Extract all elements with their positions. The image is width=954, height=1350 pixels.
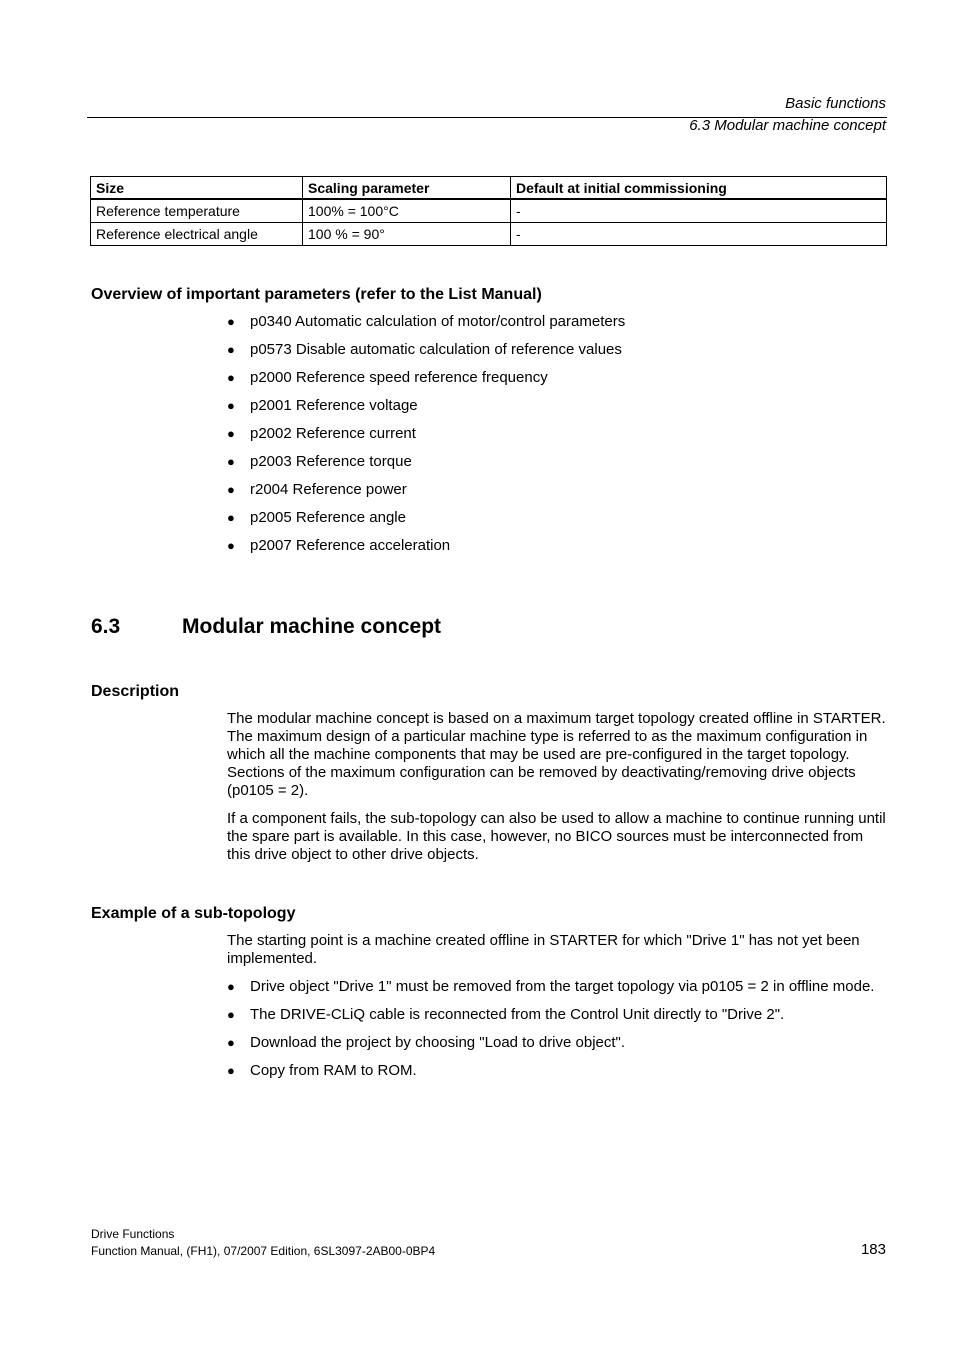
description-paragraph: The modular machine concept is based on a maximum target topology created offline in STARTER. The maximum design of a particular machine type is referred to as the maximum configuration in which all the machine components that may be used are pre-configured in the target topology. Sections of the maximum configuration can be removed by deactivating/removing drive objects (p0105 = 2). bbox=[227, 710, 886, 799]
reference-table bbox=[90, 176, 887, 246]
table-row bbox=[91, 223, 887, 246]
bullet-icon: ● bbox=[227, 454, 235, 469]
list-item: ● r2004 Reference power bbox=[227, 481, 407, 498]
table-cell: - bbox=[511, 223, 887, 246]
example-list bbox=[227, 978, 887, 1080]
table-cell: - bbox=[511, 199, 887, 223]
section-number: 6.3 bbox=[91, 615, 121, 638]
table-cell: 100 % = 90° bbox=[303, 223, 511, 246]
list-item: ● The DRIVE-CLiQ cable is reconnected from the Control Unit directly to "Drive 2". bbox=[227, 1006, 785, 1023]
column-header: Default at initial commissioning bbox=[511, 177, 887, 200]
list-item: ● Download the project by choosing "Load to drive object". bbox=[227, 1034, 626, 1051]
section-title: Modular machine concept bbox=[182, 615, 442, 638]
table-cell: Reference electrical angle bbox=[91, 223, 303, 246]
list-item: ● p2007 Reference acceleration bbox=[227, 537, 451, 554]
list-item: ● Copy from RAM to ROM. bbox=[227, 1062, 417, 1079]
example-heading: Example of a sub-topology bbox=[91, 905, 296, 922]
bullet-icon: ● bbox=[227, 979, 235, 994]
table-row bbox=[91, 199, 887, 223]
example-intro: The starting point is a machine created offline in STARTER for which "Drive 1" has not yet been implemented. bbox=[227, 932, 860, 967]
list-item: ● p2002 Reference current bbox=[227, 425, 416, 442]
bullet-icon: ● bbox=[227, 426, 235, 441]
description-heading: Description bbox=[91, 683, 180, 700]
bullet-icon: ● bbox=[227, 538, 235, 553]
header-chapter: Basic functions bbox=[785, 95, 886, 112]
bullet-icon: ● bbox=[227, 1063, 235, 1078]
table-cell: Reference temperature bbox=[91, 199, 303, 223]
header-section: 6.3 Modular machine concept bbox=[689, 117, 886, 134]
list-item: ● Drive object "Drive 1" must be removed from the target topology via p0105 = 2 in offline mode. bbox=[227, 978, 875, 995]
bullet-icon: ● bbox=[227, 398, 235, 413]
bullet-icon: ● bbox=[227, 314, 235, 329]
bullet-icon: ● bbox=[227, 370, 235, 385]
overview-list bbox=[227, 313, 625, 555]
description-paragraph: If a component fails, the sub-topology can also be used to allow a machine to continue running until the spare part is available. In this case, however, no BICO sources must be interconnected from this drive object to other drive objects. bbox=[227, 810, 886, 863]
footer-edition: Function Manual, (FH1), 07/2007 Edition, 6SL3097-2AB00-0BP4 bbox=[91, 1244, 436, 1258]
overview-heading: Overview of important parameters (refer to the List Manual) bbox=[91, 286, 542, 303]
bullet-icon: ● bbox=[227, 482, 235, 497]
list-item: ● p0340 Automatic calculation of motor/control parameters bbox=[227, 313, 626, 330]
column-header: Scaling parameter bbox=[303, 177, 511, 200]
page-number: 183 bbox=[860, 1241, 886, 1258]
bullet-icon: ● bbox=[227, 1035, 235, 1050]
list-item: ● p2003 Reference torque bbox=[227, 453, 412, 470]
table-header-row bbox=[91, 177, 887, 200]
table-cell: 100% = 100°C bbox=[303, 199, 511, 223]
bullet-icon: ● bbox=[227, 342, 235, 357]
bullet-icon: ● bbox=[227, 510, 235, 525]
list-item: ● p2000 Reference speed reference frequency bbox=[227, 369, 548, 386]
bullet-icon: ● bbox=[227, 1007, 235, 1022]
list-item: ● p2005 Reference angle bbox=[227, 509, 406, 526]
column-header: Size bbox=[91, 177, 303, 200]
footer-title: Drive Functions bbox=[91, 1227, 175, 1241]
list-item: ● p0573 Disable automatic calculation of reference values bbox=[227, 341, 622, 358]
list-item: ● p2001 Reference voltage bbox=[227, 397, 418, 414]
